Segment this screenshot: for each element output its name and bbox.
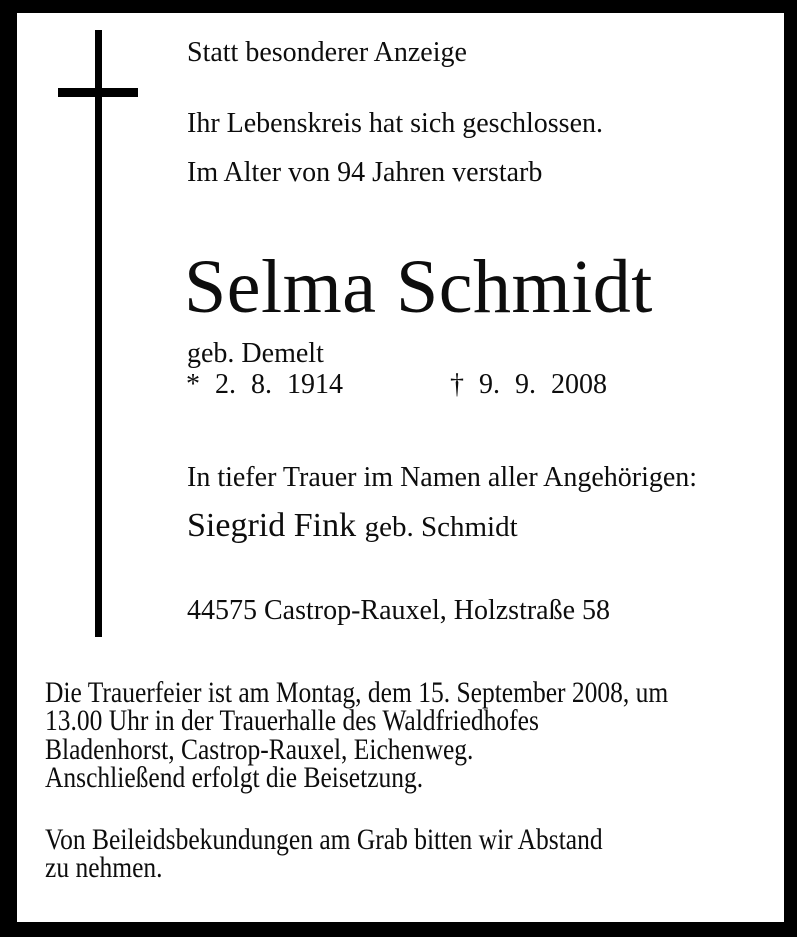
mourning-intro: In tiefer Trauer im Namen aller Angehörigen: [187,462,698,493]
funeral-line: 13.00 Uhr in der Trauerhalle des Waldfriedhofes [45,704,539,738]
maiden-name: geb. Demelt [187,338,324,369]
funeral-line: Bladenhorst, Castrop-Rauxel, Eichenweg. [45,732,474,766]
funeral-info [45,676,669,795]
birth-date: * 2. 8. 1914 [186,369,343,400]
intro-line: Statt besonderer Anzeige [187,37,467,68]
cross-icon-stem [95,30,102,637]
funeral-line: Anschließend erfolgt die Beisetzung. [45,761,424,795]
deceased-name: Selma Schmidt [184,245,653,329]
intro-line: Ihr Lebenskreis hat sich geschlossen. [187,108,603,139]
address: 44575 Castrop-Rauxel, Holzstraße 58 [187,595,611,626]
funeral-line: Die Trauerfeier ist am Montag, dem 15. September 2008, um [45,676,669,709]
condolence-note [45,823,603,885]
mourner-name-suffix: geb. Schmidt [364,511,518,543]
cross-icon-arm [58,88,138,97]
intro-line: Im Alter von 94 Jahren verstarb [187,157,543,188]
mourner-line [187,509,518,543]
mourner-name: Siegrid Fink [187,507,357,544]
condolence-line: Von Beileidsbekundungen am Grab bitten wir Abstand [45,823,603,856]
condolence-line: zu nehmen. [45,851,163,885]
death-date: † 9. 9. 2008 [450,369,607,400]
